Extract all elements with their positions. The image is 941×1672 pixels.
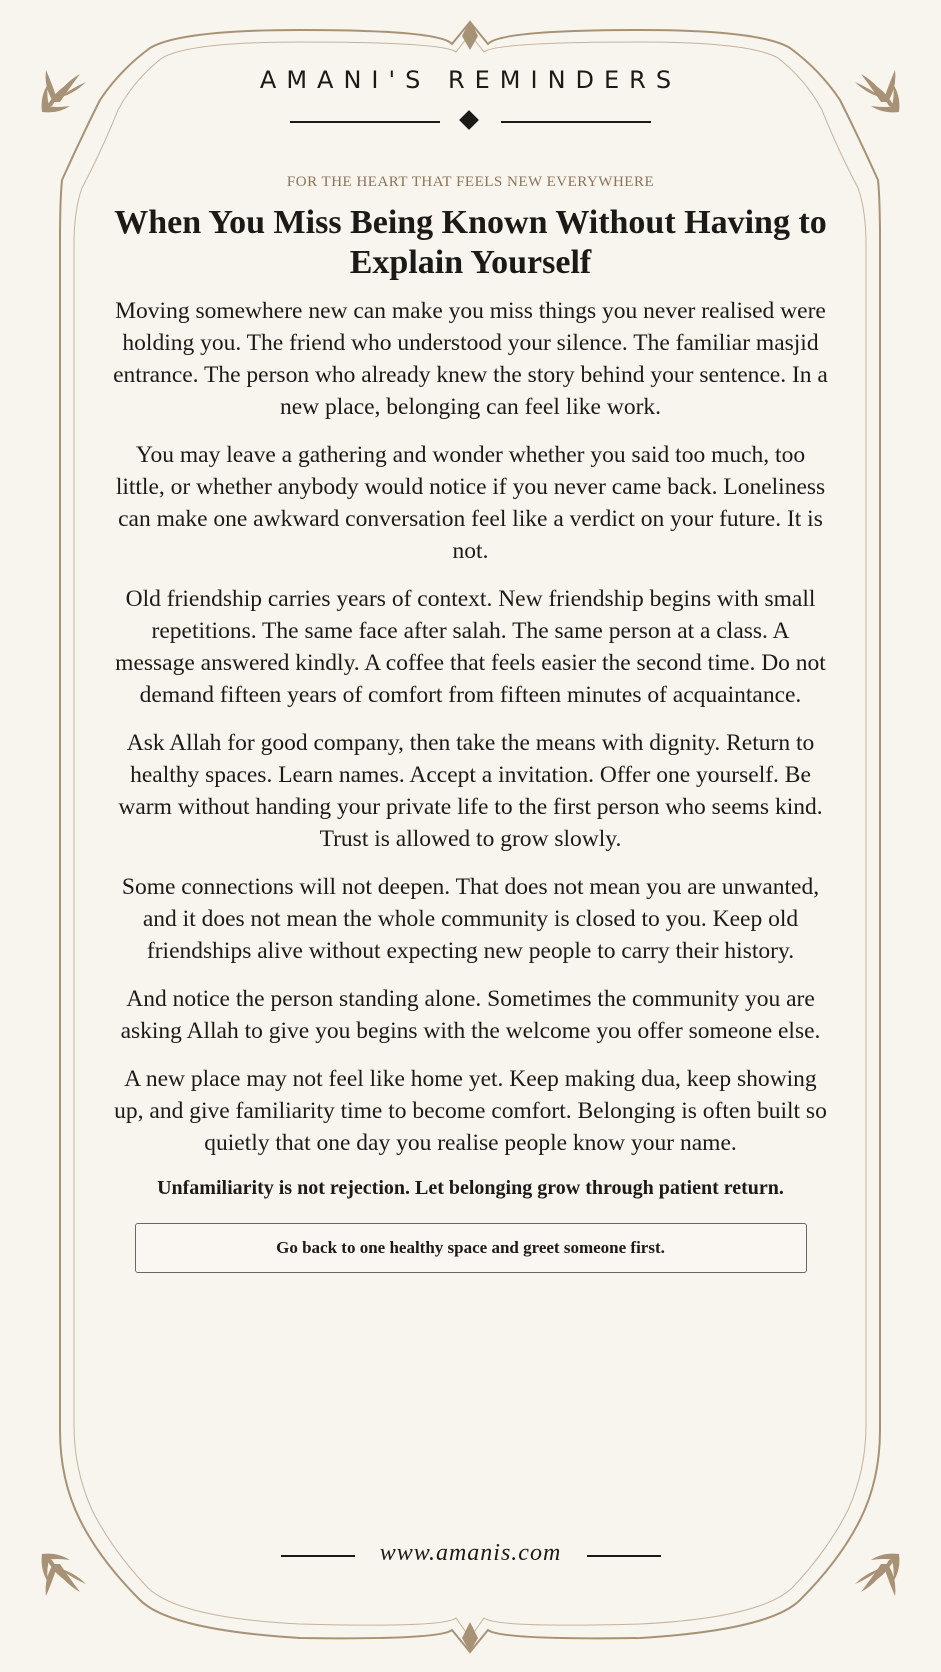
key-takeaway: Unfamiliarity is not rejection. Let belonging grow through patient return. — [157, 1177, 784, 1199]
article-paragraph: Ask Allah for good company, then take the means with dignity. Return to healthy spaces. Learn names. Accept a invitation. Offer one yourself. Be warm without handing your private life to the first person who seems kind. Trust is allowed to grow slowly. — [118, 730, 823, 852]
article-paragraph: A new place may not feel like home yet. Keep making dua, keep showing up, and give familiarity time to become comfort. Belonging is often built so quietly that one day you realise people know your name. — [114, 1066, 827, 1156]
top-diamond-icon — [462, 20, 478, 50]
article-paragraph: You may leave a gathering and wonder whether you said too much, too little, or whether anybody would notice if you never came back. Loneliness can make one awkward conversation feel like a verdict on your future. It is not. — [115, 442, 826, 564]
diamond-divider-icon — [459, 110, 479, 130]
article-kicker: FOR THE HEART THAT FEELS NEW EVERYWHERE — [286, 174, 655, 190]
article-paragraph: And notice the person standing alone. Sometimes the community you are asking Allah to give you begins with the welcome you offer someone else. — [120, 986, 821, 1044]
brand-title: AMANI'S REMINDERS — [259, 66, 682, 94]
article — [112, 170, 829, 1273]
article-title: When You Miss Being Known Without Having to Explain Yourself — [114, 204, 827, 281]
article-paragraph: Old friendship carries years of context. New friendship begins with small repetitions. The same face after salah. The same person at a class. A message answered kindly. A coffee that feels easier the second time. Do not demand fifteen years of comfort from fifteen minutes of acquaintance. — [115, 586, 826, 708]
divider-line-left — [290, 121, 440, 123]
divider-line-right — [501, 121, 651, 123]
footer-line-right — [587, 1555, 661, 1557]
action-callout: Go back to one healthy space and greet someone first. — [135, 1223, 807, 1273]
article-paragraph: Some connections will not deepen. That does not mean you are unwanted, and it does not mean the whole community is closed to you. Keep old friendships alive without expecting new people to carry their history. — [121, 874, 820, 964]
article-paragraph: Moving somewhere new can make you miss things you never realised were holding you. The friend who understood your silence. The familiar masjid entrance. The person who already knew the story behind your sentence. In a new place, belonging can feel like work. — [113, 298, 828, 420]
website-url: www.amanis.com — [379, 1540, 562, 1566]
footer — [0, 1538, 941, 1574]
bottom-diamond-icon — [462, 1622, 478, 1652]
brand-divider — [290, 110, 651, 134]
